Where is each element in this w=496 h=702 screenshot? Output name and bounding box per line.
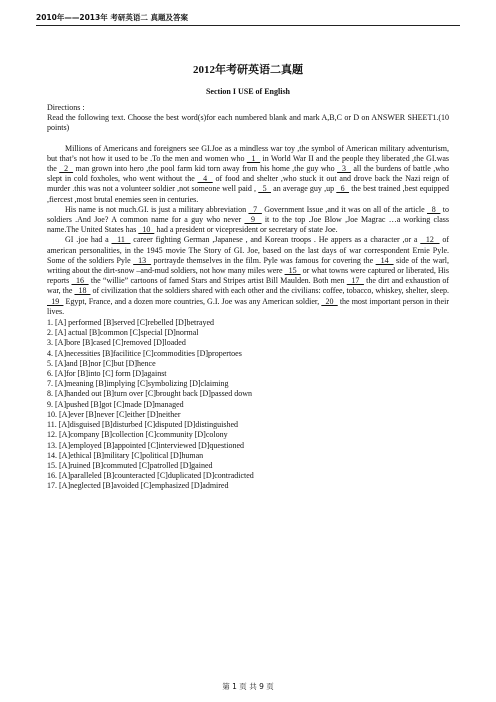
section-heading: Section I USE of English [205, 87, 291, 96]
answer-blank: 16 [71, 276, 89, 286]
option-row: 7. [A]meaning [B]implying [C]symbolizing [D]claiming [47, 379, 229, 389]
passage-text: all the burdens of battle ,who slept in cold foxholes, who went without the [47, 164, 449, 184]
answer-blank: 19 [47, 296, 64, 306]
option-row: 11. [A]disguised [B]disturbed [C]disputed [D]distinguished [47, 420, 239, 430]
passage-text: GI .joe had a [65, 235, 112, 245]
passage-text: to soldiers .And Joe? A common name for a guy who never [47, 204, 449, 225]
option-row: 3. [A]bore [B]cased [C]removed [D]loaded [47, 338, 186, 348]
option-row: 10. [A]ever [B]never [C]either [D]neither [47, 409, 181, 419]
directions-label: Directions : [47, 103, 85, 112]
answer-blank: 5 [258, 184, 271, 194]
document-title: 2012年考研英语二真题 [193, 64, 303, 76]
passage-paragraph-3 [47, 235, 449, 317]
directions-text: Read the following text. Choose the best word(s)for each numbered blank and mark A,B,C or D on ANSWER SHEET1.(10 points) [47, 113, 449, 133]
passage-text: career fighting German ,Japanese , and Korean troops . He appers as a character ,or a [130, 235, 421, 245]
passage-text: an average guy ,up [270, 184, 337, 194]
passage-text: His name is not much.GI. is just a military abbreviation [65, 204, 249, 214]
passage [47, 144, 449, 317]
passage-text: the “willie” cartoons of famed Stars and Stripes artist Bill Maulden. Both men [88, 276, 347, 286]
document-body [47, 103, 449, 492]
passage-text: portrayde themselves in the film. Pyle was famous for covering the [151, 255, 376, 265]
option-row: 6. [A]for [B]into [C] form [D]against [47, 369, 167, 379]
passage-text: in World War II and the people they liberated ,the GI.was the [47, 153, 450, 174]
passage-text: or what towns were captured or liberated, His reports [47, 266, 450, 286]
passage-paragraph-2 [47, 205, 449, 236]
answer-blank: 6 [336, 184, 350, 194]
answer-blank: 3 [337, 164, 351, 174]
option-row: 5. [A]and [B]nor [C]but [D]hence [47, 358, 156, 368]
answer-blank: 4 [197, 174, 213, 184]
passage-text: the most important person in their lives. [47, 296, 449, 316]
answer-blank: 18 [74, 286, 91, 296]
passage-text: the best trained ,best equipped ,fiercest ,most brutal enemies seen in centuries. [47, 184, 450, 204]
answer-blank: 7 [248, 204, 262, 214]
option-row: 2. [A] actual [B]common [C]special [D]normal [47, 328, 199, 338]
passage-text: of food and shelter ,who stuck it out and drove back the Nazi reign of murder .this was not a volunteer soldier ,not someone well paid , [47, 174, 449, 194]
answer-blank: 1 [246, 153, 261, 163]
passage-text: Egypt, France, and a dozen more countries, G.I. Joe was any American soldier, [63, 296, 322, 306]
answer-blank: 10 [138, 225, 155, 235]
passage-text: Government Issue ,and it was on all of the article [261, 204, 428, 214]
page-footer: 第 1 页 共 9 页 [222, 682, 274, 691]
answer-blank: 8 [427, 204, 441, 214]
option-row: 15. [A]ruined [B]commuted [C]patrolled [D]gained [47, 460, 213, 470]
passage-text: Millions of Americans and foreigners see GI.Joe as a mindless war toy ,the symbol of American military adventurism, but that’s not how it used to be .To the men and women who [47, 143, 449, 163]
page-header: 2010年——2013年 考研英语二 真题及答案 [36, 13, 188, 22]
option-row: 14. [A]ethical [B]military [C]political [D]human [47, 450, 204, 460]
option-row: 1. [A] performed [B]served [C]rebelled [D]betrayed [47, 318, 215, 328]
option-row: 17. [A]neglected [B]avoided [C]emphasized [D]admired [47, 481, 229, 491]
option-row: 12. [A]company [B]collection [C]community [D]colony [47, 430, 228, 440]
answer-blank: 15 [284, 266, 301, 276]
answer-blank: 13 [133, 255, 152, 265]
option-row: 13. [A]employed [B]appointed [C]interviewed [D]questioned [47, 440, 245, 450]
option-row: 4. [A]necessities [B]facilitice [C]commodities [D]propertoes [47, 348, 242, 358]
answer-blank: 12 [420, 235, 440, 245]
passage-text: side of the warl, writing about the dirt-snow –and-mud soldiers, not how many miles were [47, 255, 450, 276]
option-row: 16. [A]paralleled [B]counteracted [C]duplicated [D]contradicted [47, 471, 254, 481]
option-row: 9. [A]pushed [B]got [C]made [D]managed [47, 399, 184, 409]
passage-text: of american personalities, in the 1945 movie The Story of GI. Joe, based on the last days of war correspondent Ernie Pyle. Some of the soldiers Pyle [47, 235, 450, 265]
option-row: 8. [A]handed out [B]turn over [C]brought back [D]passed down [47, 389, 253, 399]
answer-blank: 17 [346, 276, 364, 286]
passage-text: it to the top .Joe Blow ,Joe Magrac …a working class name.The United States has [47, 215, 450, 235]
answer-blank: 2 [59, 164, 74, 174]
answer-blank: 9 [244, 215, 262, 225]
header-rule [36, 25, 460, 26]
passage-text: man grown into hero ,the pool farm kid torn away from his home ,the guy who [73, 164, 338, 174]
passage-text: the dirt and exhaustion of war, the [47, 276, 450, 296]
answer-blank: 11 [111, 235, 131, 245]
answer-options [47, 318, 449, 491]
answer-blank: 14 [375, 255, 394, 265]
passage-text: had a president or vicepresident or secretary of state Joe. [154, 225, 338, 235]
answer-blank: 20 [321, 296, 338, 306]
passage-paragraph-1 [47, 144, 449, 205]
passage-text: of civilization that the soldiers shared with each other and the civilians: coffee, tobacco, whiskey, shelter, sleep. [90, 286, 450, 296]
